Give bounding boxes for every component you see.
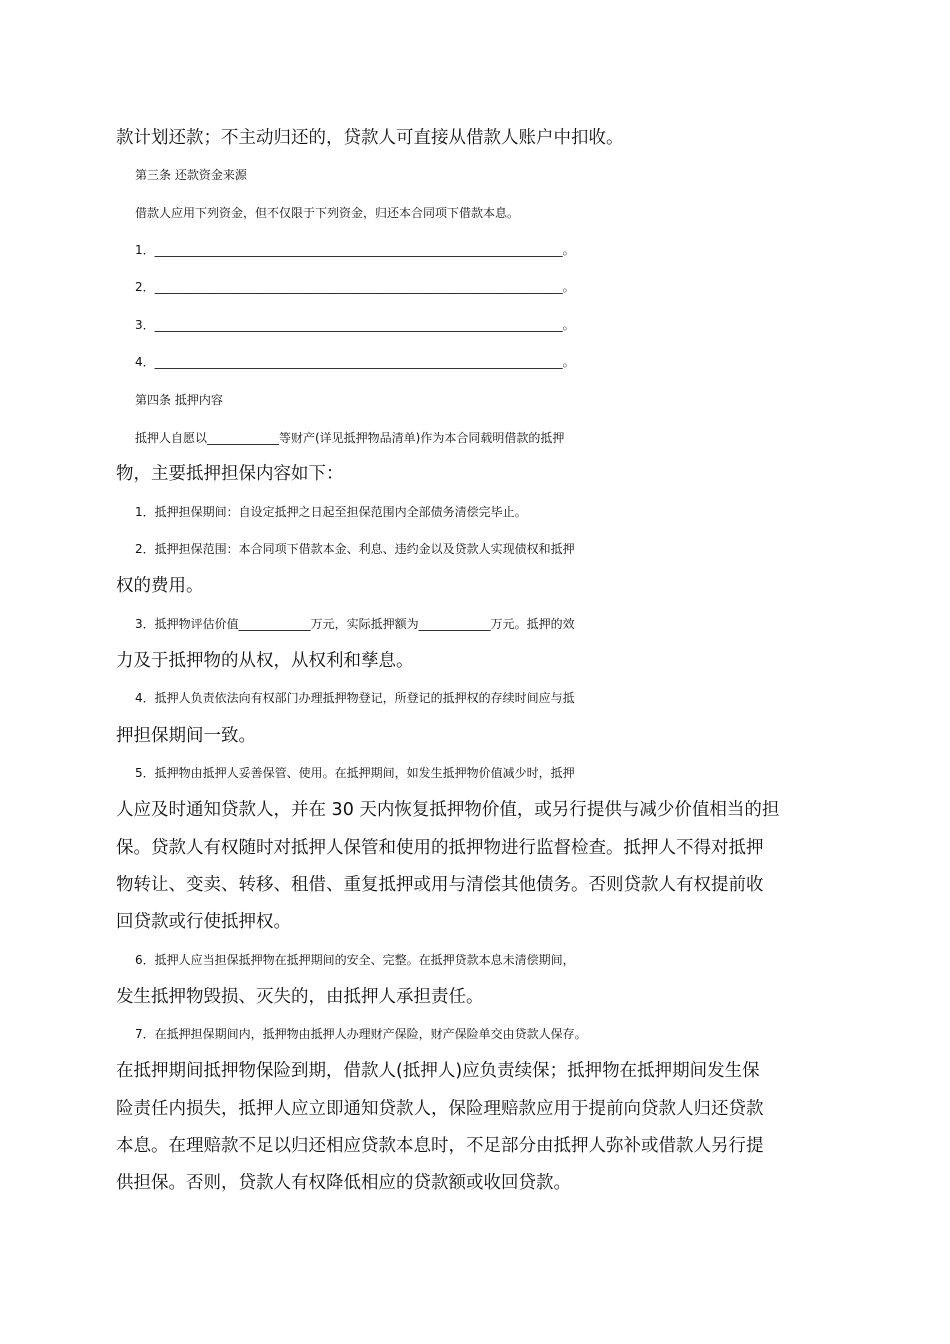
clause-line: 6．抵押人应当担保抵押物在抵押期间的安全、完整。在抵押贷款本息未清偿期间，	[135, 953, 575, 967]
section-heading: 第三条 还款资金来源	[135, 168, 247, 182]
clause-line: 保。贷款人有权随时对抵押人保管和使用的抵押物进行监督检查。抵押人不得对抵押	[116, 838, 764, 858]
clause-line: 4．抵押人负责依法向有权部门办理抵押物登记，所登记的抵押权的存续时间应与抵	[135, 691, 575, 705]
clause-line: 物转让、变卖、转移、租借、重复抵押或用与清偿其他债务。否则贷款人有权提前收	[116, 875, 764, 895]
clause-line: 供担保。否则，贷款人有权降低相应的贷款额或收回贷款。	[116, 1173, 571, 1193]
clause-line: 人应及时通知贷款人，并在 30 天内恢复抵押物价值，或另行提供与减少价值相当的担	[116, 800, 780, 820]
blank-list-item: 4．____________________________________________________________________。	[135, 355, 575, 369]
paragraph-line: 物，主要抵押担保内容如下：	[116, 464, 344, 484]
blank-list-item: 3．____________________________________________________________________。	[135, 318, 575, 332]
clause-line: 回贷款或行使抵押权。	[116, 912, 291, 932]
paragraph-line: 借款人应用下列资金，但不仅限于下列资金，归还本合同项下借款本息。	[135, 206, 520, 220]
section-heading: 第四条 抵押内容	[135, 393, 223, 407]
clause-line: 发生抵押物毁损、灭失的，由抵押人承担责任。	[116, 987, 484, 1007]
clause-line: 2．抵押担保范围：本合同项下借款本金、利息、违约金以及贷款人实现债权和抵押	[135, 542, 575, 556]
blank-list-item: 2．____________________________________________________________________。	[135, 280, 575, 294]
clause-line: 7．在抵押担保期间内，抵押物由抵押人办理财产保险，财产保险单交由贷款人保存。	[135, 1027, 587, 1041]
clause-line: 1．抵押担保期间：自设定抵押之日起至担保范围内全部债务清偿完毕止。	[135, 505, 527, 519]
clause-line: 3．抵押物评估价值____________万元，实际抵押额为____________万元。抵押的效	[135, 617, 575, 631]
clause-line: 5．抵押物由抵押人妥善保管、使用。在抵押期间，如发生抵押物价值减少时，抵押	[135, 766, 575, 780]
clause-line: 押担保期间一致。	[116, 726, 256, 746]
clause-line: 本息。在理赔款不足以归还相应贷款本息时，不足部分由抵押人弥补或借款人另行提	[116, 1136, 764, 1156]
paragraph-line: 款计划还款；不主动归还的，贷款人可直接从借款人账户中扣收。	[116, 128, 624, 148]
blank-list-item: 1．____________________________________________________________________。	[135, 243, 575, 257]
clause-line: 力及于抵押物的从权，从权利和孳息。	[116, 651, 414, 671]
clause-line: 在抵押期间抵押物保险到期，借款人(抵押人)应负责续保；抵押物在抵押期间发生保	[116, 1061, 760, 1081]
clause-line: 权的费用。	[116, 576, 204, 596]
paragraph-line: 抵押人自愿以____________等财产(详见抵押物品清单)作为本合同载明借款的抵押	[135, 431, 565, 445]
clause-line: 险责任内损失，抵押人应立即通知贷款人，保险理赔款应用于提前向贷款人归还贷款	[116, 1099, 764, 1119]
